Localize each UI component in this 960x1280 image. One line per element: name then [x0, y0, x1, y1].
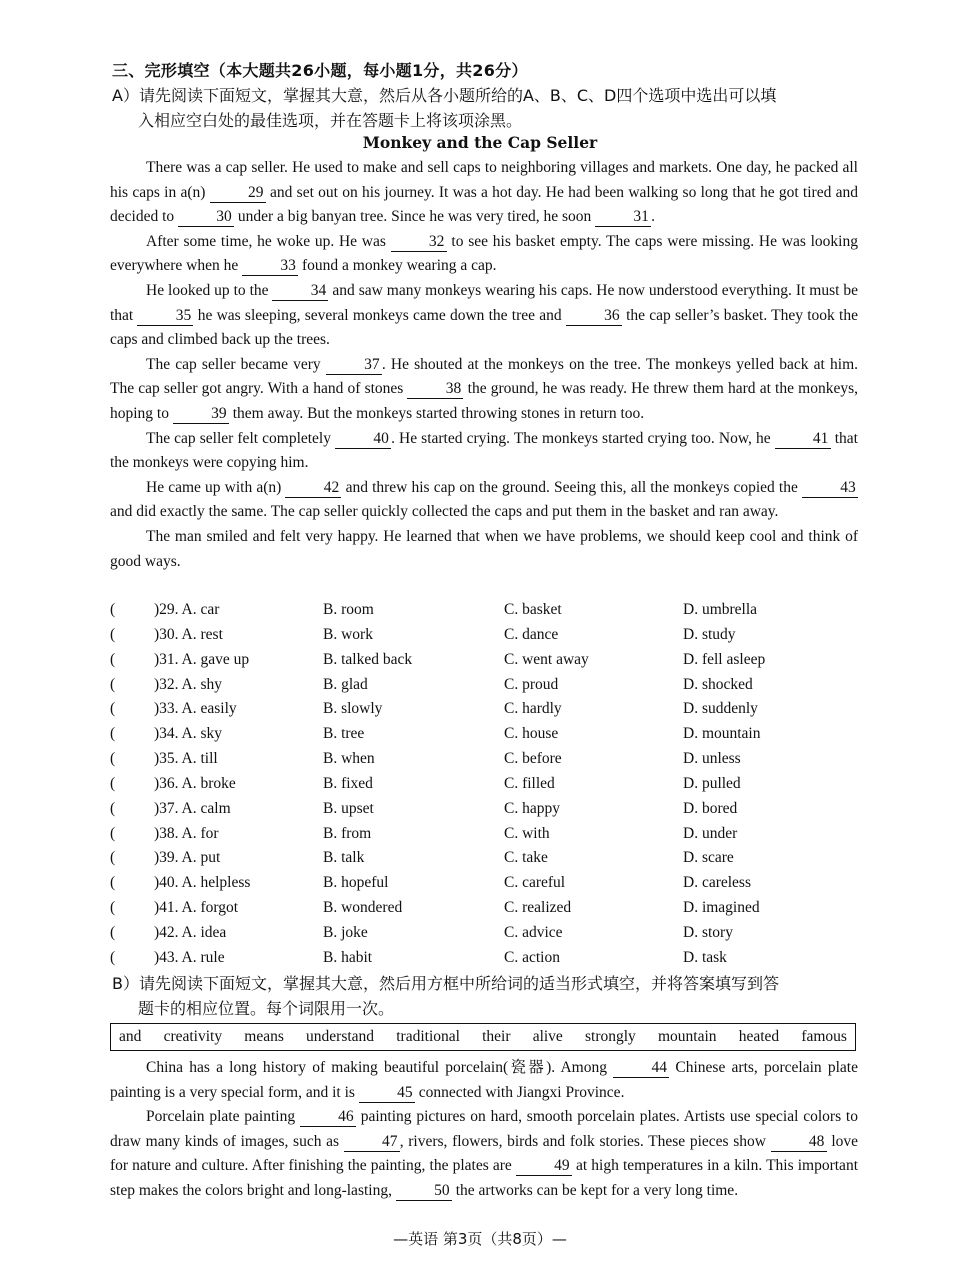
answer-bracket[interactable]: ( [110, 874, 116, 892]
word-bank-item: creativity [163, 1028, 223, 1045]
option-c[interactable]: C. went away [504, 650, 589, 668]
option-b[interactable]: B. when [323, 750, 375, 768]
option-c[interactable]: C. basket [504, 601, 562, 618]
option-d[interactable]: D. imagined [683, 899, 760, 917]
answer-bracket[interactable]: ( [110, 750, 116, 768]
answer-bracket[interactable]: ( [110, 899, 116, 917]
word-bank-item: strongly [584, 1028, 636, 1045]
option-d[interactable]: D. study [683, 625, 736, 643]
option-c[interactable]: C. take [504, 849, 548, 867]
option-a[interactable]: )43. A. rule [154, 948, 225, 966]
word-bank-item: understand [306, 1028, 375, 1045]
option-a[interactable]: )39. A. put [154, 849, 221, 867]
option-b[interactable]: B. tree [323, 725, 365, 743]
option-b[interactable]: B. upset [323, 799, 374, 817]
option-a[interactable]: )37. A. calm [154, 799, 231, 817]
part-b-line2: 题卡的相应位置。每个词限用一次。 [138, 999, 395, 1018]
blank-46[interactable]: 46 [300, 1107, 356, 1127]
option-row-38 [110, 822, 870, 847]
blank-40[interactable]: 40 [335, 429, 391, 449]
answer-bracket[interactable]: ( [110, 923, 116, 941]
blank-44[interactable]: 44 [613, 1058, 669, 1078]
answer-bracket[interactable]: ( [110, 625, 116, 643]
passage-paragraph-4: The cap seller became very 37 . He shouted at the monkeys on the tree. The monkeys yelled back at him. The cap seller got angry. With a hand of stones 38 the ground, he was ready. He threw them hard at the monkeys, hoping to 39 them away. But the monkeys started throwing stones in return too. [110, 355, 859, 422]
option-c[interactable]: C. before [504, 750, 562, 768]
option-b[interactable]: B. room [323, 601, 374, 618]
answer-bracket[interactable]: ( [110, 948, 116, 966]
option-d[interactable]: D. under [683, 824, 738, 842]
option-c[interactable]: C. realized [504, 899, 572, 917]
blank-45[interactable]: 45 [359, 1083, 415, 1103]
answer-bracket[interactable]: ( [110, 700, 116, 718]
option-row-39 [110, 846, 870, 871]
option-c[interactable]: C. proud [504, 675, 559, 693]
blank-32[interactable]: 32 [391, 232, 447, 252]
word-bank-item: alive [532, 1028, 563, 1045]
word-bank-item: heated [738, 1028, 780, 1045]
blank-31[interactable]: 31 [595, 207, 651, 227]
blank-41[interactable]: 41 [775, 429, 831, 449]
option-b[interactable]: B. work [323, 625, 373, 643]
option-row-41 [110, 896, 870, 921]
answer-bracket[interactable]: ( [110, 601, 116, 618]
option-d[interactable]: D. scare [683, 849, 734, 867]
answer-bracket[interactable]: ( [110, 799, 116, 817]
option-row-34 [110, 722, 870, 747]
option-b[interactable]: B. habit [323, 948, 373, 966]
answer-bracket[interactable]: ( [110, 824, 116, 842]
part-a-instructions [112, 83, 862, 133]
part-b-instructions [112, 971, 862, 1021]
option-b[interactable]: B. from [323, 824, 372, 842]
blank-38[interactable]: 38 [407, 379, 463, 399]
option-row-36 [110, 772, 870, 797]
option-a[interactable]: )41. A. forgot [154, 899, 239, 917]
blank-30[interactable]: 30 [178, 207, 234, 227]
part-b-line1: B）请先阅读下面短文，掌握其大意，然后用方框中所给词的适当形式填空，并将答案填写到答 [112, 974, 779, 993]
option-d[interactable]: D. task [683, 948, 727, 966]
option-d[interactable]: D. bored [683, 799, 738, 817]
option-c[interactable]: C. with [504, 824, 550, 842]
option-c[interactable]: C. advice [504, 923, 563, 941]
answer-options [110, 598, 870, 971]
option-c[interactable]: C. happy [504, 799, 560, 817]
word-bank-item: mountain [657, 1028, 717, 1045]
answer-bracket[interactable]: ( [110, 725, 116, 743]
option-d[interactable]: D. fell asleep [683, 650, 766, 668]
option-a[interactable]: )32. A. shy [154, 675, 223, 693]
option-row-30 [110, 623, 870, 648]
option-row-42 [110, 921, 870, 946]
passage-paragraph-5: The cap seller felt completely 40 . He started crying. The monkeys started crying too. Now, he 41 that the monkeys were copying him. [110, 429, 858, 472]
answer-bracket[interactable]: ( [110, 774, 116, 792]
blank-33[interactable]: 33 [242, 256, 298, 276]
option-c[interactable]: C. filled [504, 774, 555, 792]
blank-29[interactable]: 29 [210, 183, 266, 203]
word-bank-item: means [244, 1028, 284, 1045]
option-b[interactable]: B. hopeful [323, 874, 389, 892]
blank-42[interactable]: 42 [285, 478, 341, 498]
blank-39[interactable]: 39 [173, 404, 229, 424]
blank-47[interactable]: 47 [344, 1132, 400, 1152]
option-a[interactable]: )31. A. gave up [154, 650, 250, 668]
option-c[interactable]: C. action [504, 948, 560, 966]
option-b[interactable]: B. wondered [323, 899, 403, 917]
option-row-29 [110, 598, 870, 623]
part-a-line1: A）请先阅读下面短文，掌握其大意，然后从各小题所给的A、B、C、D四个选项中选出可以填 [112, 86, 777, 105]
passage-b-paragraph-1: China has a long history of making beautiful porcelain(瓷器). Among 44 Chinese arts, porcelain plate painting is a very special form, and it is 45 connected with Jiangxi Province. [110, 1059, 858, 1101]
answer-bracket[interactable]: ( [110, 849, 116, 867]
option-d[interactable]: D. umbrella [683, 601, 758, 618]
option-d[interactable]: D. pulled [683, 774, 741, 792]
option-d[interactable]: D. shocked [683, 675, 753, 693]
blank-50[interactable]: 50 [396, 1181, 452, 1201]
passage-paragraph-6: He came up with a(n) 42 and threw his cap on the ground. Seeing this, all the monkeys copied the 43 and did exactly the same. The cap seller quickly collected the caps and put them in the basket and ran away. [110, 476, 858, 525]
option-a[interactable]: )30. A. rest [154, 625, 223, 643]
option-b[interactable]: B. talked back [323, 650, 413, 668]
option-a[interactable]: )29. A. car [154, 601, 220, 618]
blank-48[interactable]: 48 [771, 1132, 827, 1152]
blank-49[interactable]: 49 [516, 1156, 572, 1176]
option-d[interactable]: D. unless [683, 750, 741, 768]
word-bank-item: traditional [396, 1028, 460, 1045]
option-a[interactable]: )34. A. sky [154, 725, 223, 743]
option-c[interactable]: C. house [504, 725, 559, 743]
option-b[interactable]: B. slowly [323, 700, 383, 718]
passage-paragraph-1: There was a cap seller. He used to make and sell caps to neighboring villages and markets. One day, he packed all his caps in a(n) 29 and set out on his journey. It was a hot day. He had been walking so long that he got tired and decided to 30 under a big banyan tree. Since he was very tired, he soon 31 . [110, 159, 858, 226]
option-b[interactable]: B. joke [323, 923, 368, 941]
story-title: Monkey and the Cap Seller [362, 133, 598, 152]
option-b[interactable]: B. glad [323, 675, 368, 693]
word-bank-item: and [119, 1028, 142, 1045]
answer-bracket[interactable]: ( [110, 675, 116, 693]
blank-37[interactable]: 37 [326, 355, 382, 375]
option-b[interactable]: B. fixed [323, 774, 373, 792]
blank-35[interactable]: 35 [137, 306, 193, 326]
blank-36[interactable]: 36 [566, 306, 622, 326]
word-bank-item: their [482, 1028, 511, 1045]
passage-paragraph-7: The man smiled and felt very happy. He learned that when we have problems, we should keep cool and think of good ways. [110, 527, 858, 570]
option-a[interactable]: )33. A. easily [154, 700, 237, 718]
option-row-33 [110, 697, 870, 722]
option-d[interactable]: D. suddenly [683, 700, 758, 718]
option-d[interactable]: D. careless [683, 874, 751, 892]
option-row-43 [110, 946, 870, 971]
option-row-37 [110, 797, 870, 822]
option-row-31 [110, 648, 870, 673]
passage-paragraph-2: After some time, he woke up. He was 32 to see his basket empty. The caps were missing. He was looking everywhere when he 33 found a monkey wearing a cap. [110, 232, 858, 275]
option-a[interactable]: )42. A. idea [154, 923, 227, 941]
option-a[interactable]: )38. A. for [154, 824, 219, 842]
option-c[interactable]: C. careful [504, 874, 566, 892]
option-c[interactable]: C. hardly [504, 700, 562, 718]
passage-b-paragraph-2: Porcelain plate painting 46 painting pictures on hard, smooth porcelain plates. Artists use special colors to draw many kinds of images, such as 47 , rivers, flowers, birds and folk stories. These pieces show 48 love for nature and culture. After finishing the painting, the plates are 49 at high temperatures in a kiln. This important step makes the colors bright and long-lasting, 50 the artworks can be kept for a very long time. [110, 1108, 859, 1199]
option-b[interactable]: B. talk [323, 849, 365, 867]
porcelain-passage [110, 1056, 858, 1204]
blank-34[interactable]: 34 [272, 281, 328, 301]
word-bank-box [110, 1023, 856, 1051]
option-row-35 [110, 747, 870, 772]
word-bank-item: famous [801, 1028, 847, 1045]
part-a-line2: 入相应空白处的最佳选项，并在答题卡上将该项涂黑。 [138, 111, 523, 130]
cloze-passage [110, 156, 858, 574]
option-d[interactable]: D. mountain [683, 725, 761, 743]
option-d[interactable]: D. story [683, 923, 733, 941]
option-a[interactable]: )36. A. broke [154, 774, 236, 792]
option-row-32 [110, 673, 870, 698]
page-footer: —英语 第3页（共8页）— [393, 1230, 567, 1248]
option-row-40 [110, 871, 870, 896]
option-a[interactable]: )40. A. helpless [154, 874, 251, 892]
passage-paragraph-3: He looked up to the 34 and saw many monkeys wearing his caps. He now understood everything. It must be that 35 he was sleeping, several monkeys came down the tree and 36 the cap seller’s basket. They took the caps and climbed back up the trees. [110, 281, 858, 349]
answer-bracket[interactable]: ( [110, 650, 116, 668]
section-title: 三、完形填空（本大题共26小题，每小题1分，共26分） [112, 61, 528, 80]
option-c[interactable]: C. dance [504, 625, 559, 643]
blank-43[interactable]: 43 [802, 478, 858, 498]
option-a[interactable]: )35. A. till [154, 750, 218, 768]
